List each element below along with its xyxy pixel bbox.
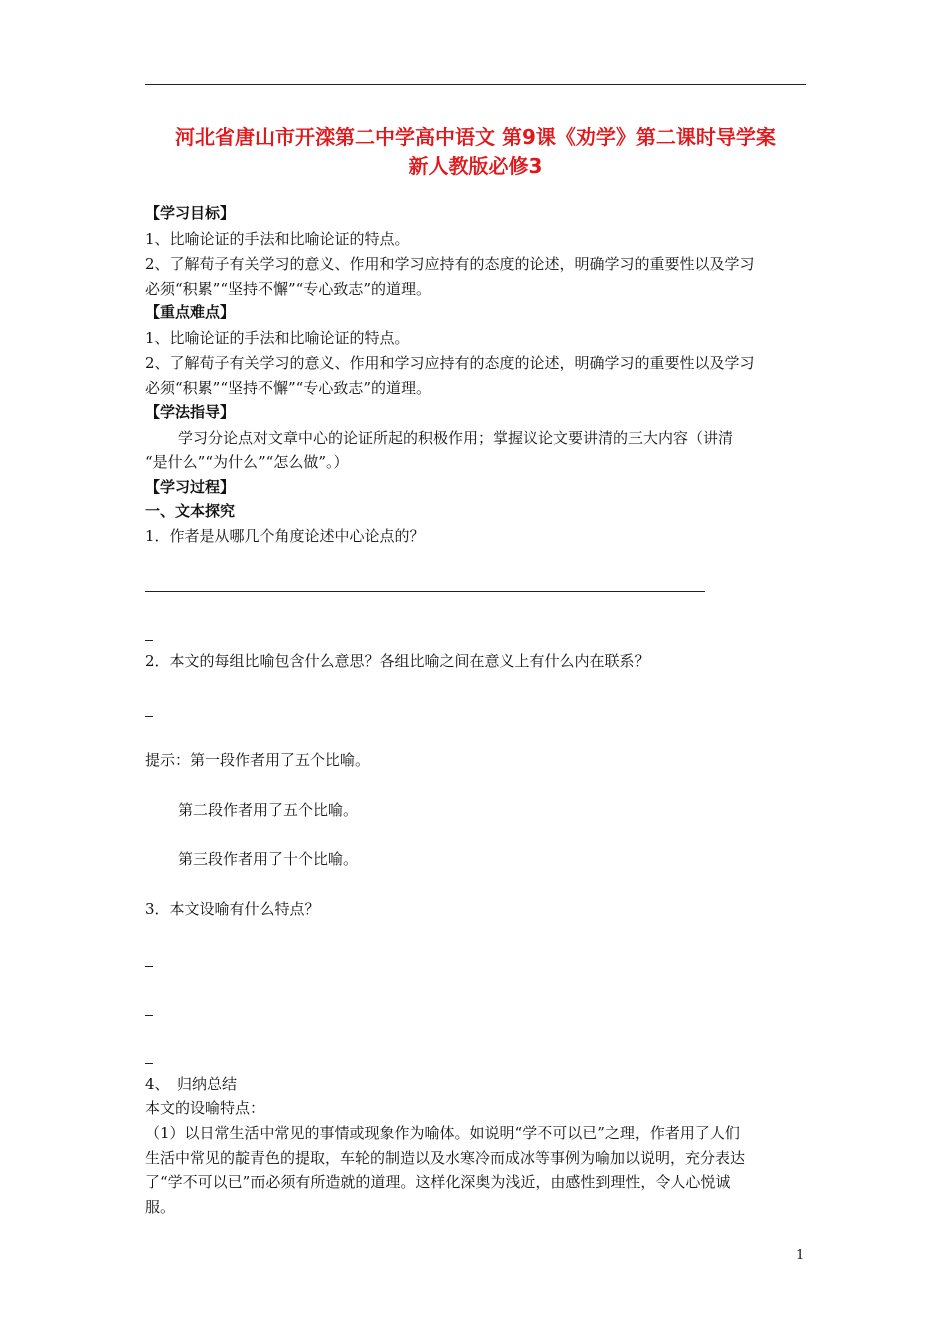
summary-intro: 本文的设喻特点： [145, 1099, 266, 1117]
method-heading: 【学法指导】 [145, 403, 236, 421]
method-line-1: 学习分论点对文章中心的论证所起的积极作用；掌握议论文要讲清的三大内容（讲清 [178, 429, 734, 447]
process-heading: 【学习过程】 [145, 478, 236, 496]
key-point-item-1: 1、比喻论证的手法和比喻论证的特点。 [145, 329, 410, 347]
answer-blank-mark [145, 640, 153, 641]
header-rule [145, 84, 806, 85]
answer-blank-mark [145, 1063, 153, 1064]
objective-item-2-line-2: 必须“积累”“坚持不懈”“专心致志”的道理。 [145, 280, 432, 298]
summary-paragraph-line-2: 生活中常见的靛青色的提取，车轮的制造以及水寒冷而成冰等事例为喻加以说明，充分表达 [145, 1149, 746, 1167]
method-line-2: “是什么”“为什么”“怎么做”。） [145, 453, 349, 471]
section-1-heading: 一、文本探究 [145, 502, 236, 520]
question-1: 1．作者是从哪几个角度论述中心论点的？ [145, 527, 425, 545]
answer-line-1 [145, 591, 705, 592]
hint-line-1: 提示：第一段作者用了五个比喻。 [145, 751, 371, 769]
page-number: 1 [796, 1248, 805, 1263]
objective-item-2-line-1: 2、了解荀子有关学习的意义、作用和学习应持有的态度的论述，明确学习的重要性以及学习 [145, 255, 755, 273]
summary-paragraph-line-4: 服。 [145, 1198, 176, 1216]
key-point-item-2-line-2: 必须“积累”“坚持不懈”“专心致志”的道理。 [145, 379, 432, 397]
objective-item-1: 1、比喻论证的手法和比喻论证的特点。 [145, 230, 410, 248]
answer-blank-mark [145, 716, 153, 717]
hint-line-2: 第二段作者用了五个比喻。 [178, 801, 359, 819]
key-points-heading: 【重点难点】 [145, 303, 236, 321]
hint-line-3: 第三段作者用了十个比喻。 [178, 850, 359, 868]
question-2: 2．本文的每组比喻包含什么意思？各组比喻之间在意义上有什么内在联系？ [145, 652, 650, 670]
key-point-item-2-line-1: 2、了解荀子有关学习的意义、作用和学习应持有的态度的论述，明确学习的重要性以及学习 [145, 354, 755, 372]
summary-paragraph-line-1: （1）以日常生活中常见的事情或现象作为喻体。如说明“学不可以已”之理，作者用了人们 [145, 1124, 740, 1142]
summary-paragraph-line-3: 了“学不可以已”而必须有所造就的道理。这样化深奥为浅近，由感性到理性，令人心悦诚 [145, 1173, 731, 1191]
answer-blank-mark [145, 966, 153, 967]
question-3: 3．本文设喻有什么特点？ [145, 900, 320, 918]
objectives-heading: 【学习目标】 [145, 204, 236, 222]
summary-heading: 4、 归纳总结 [145, 1075, 238, 1093]
document-title: 河北省唐山市开滦第二中学高中语文 第9课《劝学》第二课时导学案 [175, 125, 776, 149]
document-subtitle: 新人教版必修3 [408, 154, 543, 178]
answer-blank-mark [145, 1015, 153, 1016]
